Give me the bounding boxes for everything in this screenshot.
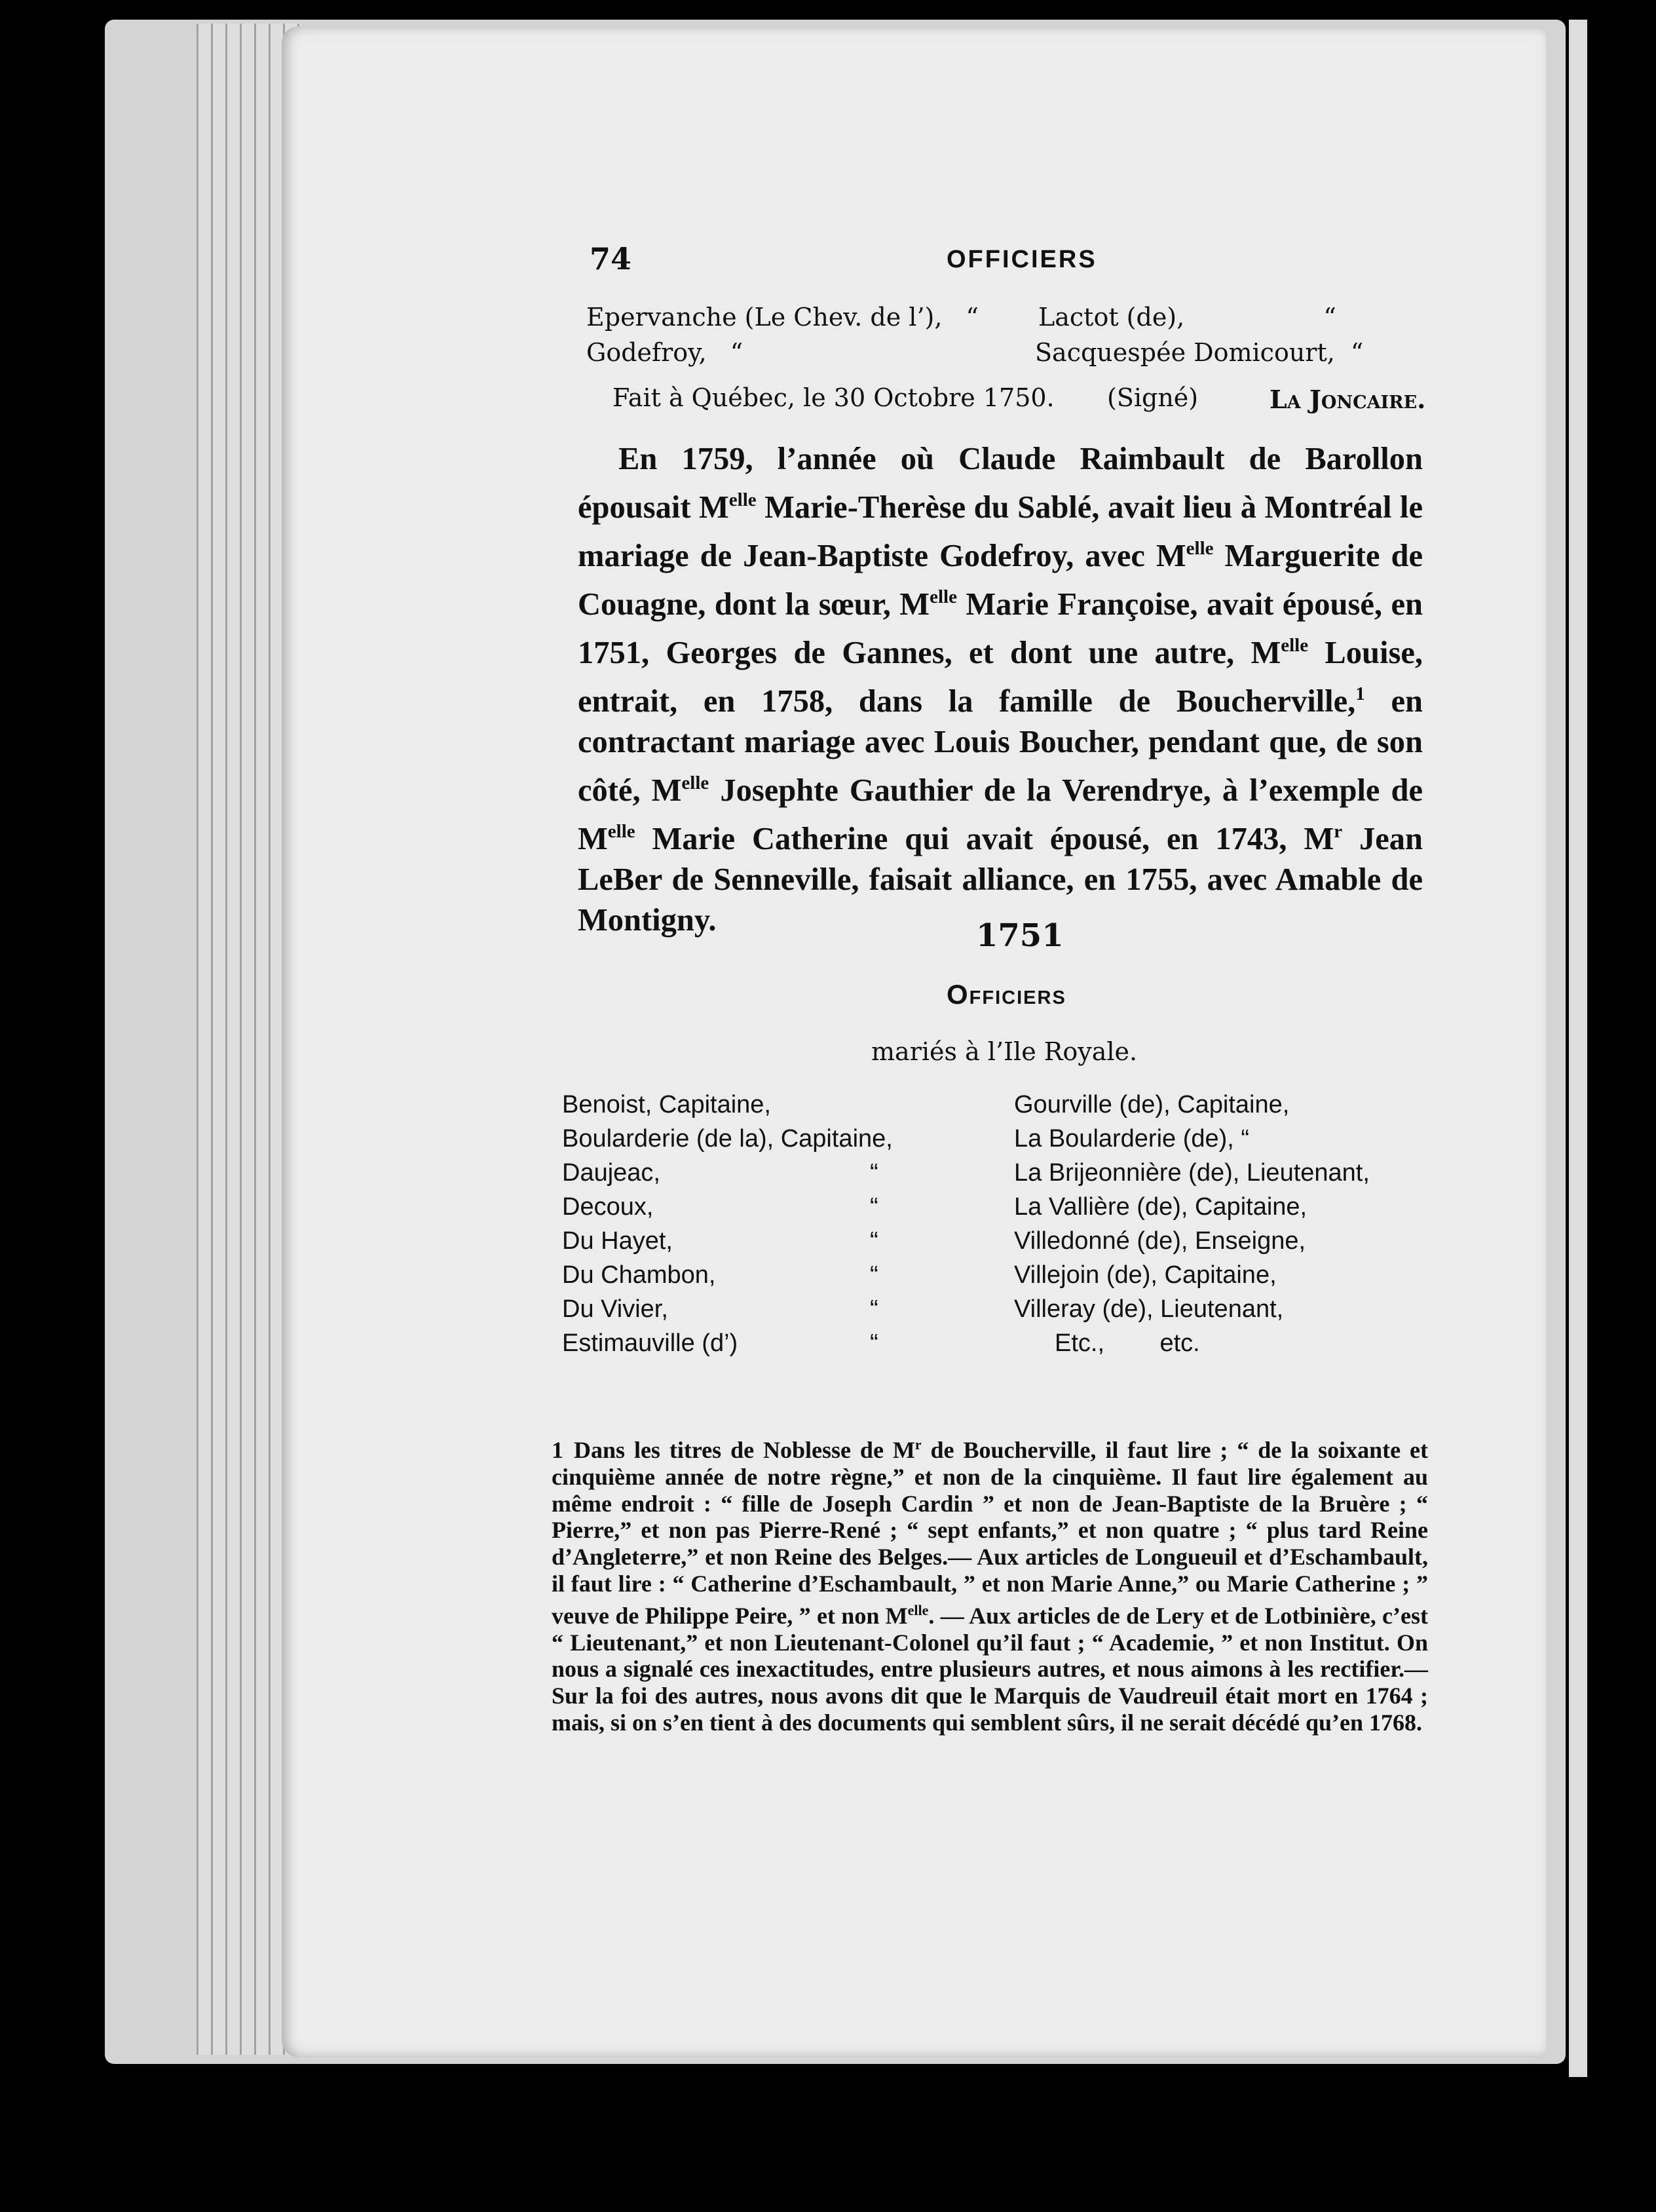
- ditto-mark: “: [870, 1329, 878, 1357]
- top-row-1-right: [1038, 303, 1336, 332]
- ditto-mark: “: [1323, 303, 1336, 332]
- page-number: 74: [590, 241, 632, 276]
- superscript: elle: [607, 821, 635, 842]
- ditto-mark: “: [870, 1193, 878, 1221]
- list-item: [562, 1125, 893, 1159]
- text-run: Marie Françoise, avait épousé, en 1751, Georges de Gannes, et dont une autre, M: [578, 587, 1423, 670]
- scan-right-border: [1569, 20, 1587, 2077]
- list-item: [562, 1227, 673, 1261]
- ditto-mark: “: [870, 1159, 878, 1187]
- list-item: Gourville (de), Capitaine,: [1014, 1091, 1290, 1118]
- officer-name: Daujeac,: [562, 1159, 660, 1187]
- list-item: Etc., etc.: [1055, 1329, 1200, 1357]
- list-item: [562, 1261, 715, 1295]
- text-run: Louise, entrait, en 1758, dans la famille de Boucherville,: [578, 636, 1423, 719]
- list-item: La Boularderie (de), “: [1014, 1125, 1250, 1153]
- officer-name: Du Chambon,: [562, 1261, 716, 1289]
- footnote-number: 1: [552, 1437, 563, 1463]
- list-item: [562, 1295, 668, 1329]
- top-row-2-left: [586, 338, 743, 367]
- superscript: elle: [728, 489, 757, 510]
- ditto-mark: “: [1350, 338, 1364, 367]
- officer-name: Estimauville (d’): [562, 1329, 738, 1357]
- top-row-right-name: Lactot (de),: [1038, 303, 1185, 332]
- footnote-text: Dans les titres de Noblesse de M: [574, 1437, 915, 1463]
- ditto-mark: “: [870, 1261, 878, 1289]
- top-row-left-name: Epervanche (Le Chev. de l’),: [586, 303, 943, 332]
- list-item: [562, 1091, 771, 1125]
- ditto-mark: “: [870, 1295, 878, 1323]
- top-row-2-right: [1035, 338, 1363, 367]
- list-item: Villedonné (de), Enseigne,: [1014, 1227, 1306, 1255]
- superscript: elle: [681, 772, 709, 793]
- superscript: elle: [1186, 538, 1214, 559]
- text-run: En 1759, l’année où Claude Raimbault de Barollon épousait M: [578, 442, 1423, 525]
- text-run: en contractant mariage avec Louis Boucher, pendant que, de son côté, M: [578, 684, 1423, 808]
- running-title: OFFICIERS: [947, 246, 1097, 273]
- superscript: elle: [930, 586, 957, 607]
- superscript: r: [914, 1436, 922, 1453]
- section-subtitle: mariés à l’Ile Royale.: [871, 1037, 1138, 1066]
- fait-place-date: Fait à Québec, le 30 Octobre 1750.: [612, 383, 1055, 412]
- ditto-mark: “: [870, 1227, 878, 1255]
- signer-name: La Joncaire.: [1270, 385, 1426, 414]
- list-item: La Brijeonnière (de), Lieutenant,: [1014, 1159, 1370, 1187]
- footnote: [552, 1432, 1428, 1736]
- text-run: Josephte Gauthier de la Verendrye, à l’exemple de M: [578, 773, 1423, 856]
- officer-name: Du Hayet,: [562, 1227, 673, 1255]
- ditto-mark: “: [730, 338, 743, 367]
- section-title: Officiers: [947, 979, 1066, 1010]
- top-row-left-name: Godefroy,: [586, 338, 707, 367]
- superscript: r: [1334, 821, 1343, 842]
- text-run: Marie Catherine qui avait épousé, en 1743, M: [635, 822, 1334, 856]
- main-paragraph: [578, 439, 1423, 941]
- text-run: Jean LeBer de Senneville, faisait alliance, en 1755, avec Amable de Montigny.: [578, 822, 1423, 938]
- list-item: [562, 1159, 660, 1193]
- list-item: Villeray (de), Lieutenant,: [1014, 1295, 1284, 1323]
- top-row-right-name: Sacquespée Domicourt,: [1035, 338, 1335, 367]
- officer-name: Decoux,: [562, 1193, 654, 1221]
- text-run: Marguerite de Couagne, dont la sœur, M: [578, 539, 1423, 622]
- superscript: elle: [1281, 635, 1309, 656]
- footnote-text: . — Aux articles de de Lery et de Lotbinière, c’est “ Lieutenant,” et non Lieutenant-Colonel qu’il faut ; “ Academie, ” et non Institut. On nous a signalé ces inexactitudes, entre plusieurs autres, et nous aimons à les rectifier.— Sur la foi des autres, nous avons dit que le Marquis de Vaudreuil était mort en 1764 ; mais, si on s’en tient à des documents qui semblent sûrs, il ne serait décédé qu’en 1768.: [552, 1602, 1428, 1736]
- list-item: [562, 1193, 653, 1227]
- footnote-text: de Boucherville, il faut lire ; “ de la soixante et cinquième année de notre règne,” et non de la cinquième. Il faut lire également au même endroit : “ fille de Joseph Cardin ” et non de Jean-Baptiste de la Bruère ; “ Pierre,” et non pas Pierre-René ; “ sept enfants,” et non quatre ; “ plus tard Reine d’Angleterre,” et non Reine des Belges.— Aux articles de Longueuil et d’Eschambault, il faut lire : “ Catherine d’Eschambault, ” et non Marie Anne,” ou Marie Catherine ; ” veuve de Philippe Peire, ” et non M: [552, 1437, 1428, 1629]
- ditto-mark: “: [966, 303, 979, 332]
- text-run: Marie-Therèse du Sablé, avait lieu à Montréal le mariage de Jean-Baptiste Godefroy, avec M: [578, 490, 1423, 573]
- list-item: [562, 1329, 738, 1363]
- officer-name: Benoist, Capitaine,: [562, 1091, 771, 1118]
- list-item: Villejoin (de), Capitaine,: [1014, 1261, 1277, 1289]
- signe-label: (Signé): [1107, 383, 1199, 412]
- top-row-1-left: [586, 303, 979, 332]
- officer-name: Du Vivier,: [562, 1295, 668, 1323]
- officer-name: Boularderie (de la), Capitaine,: [562, 1125, 893, 1153]
- section-year: 1751: [976, 917, 1064, 954]
- footnote-reference: 1: [1355, 683, 1365, 704]
- list-item: La Vallière (de), Capitaine,: [1014, 1193, 1308, 1221]
- superscript: elle: [907, 1601, 929, 1618]
